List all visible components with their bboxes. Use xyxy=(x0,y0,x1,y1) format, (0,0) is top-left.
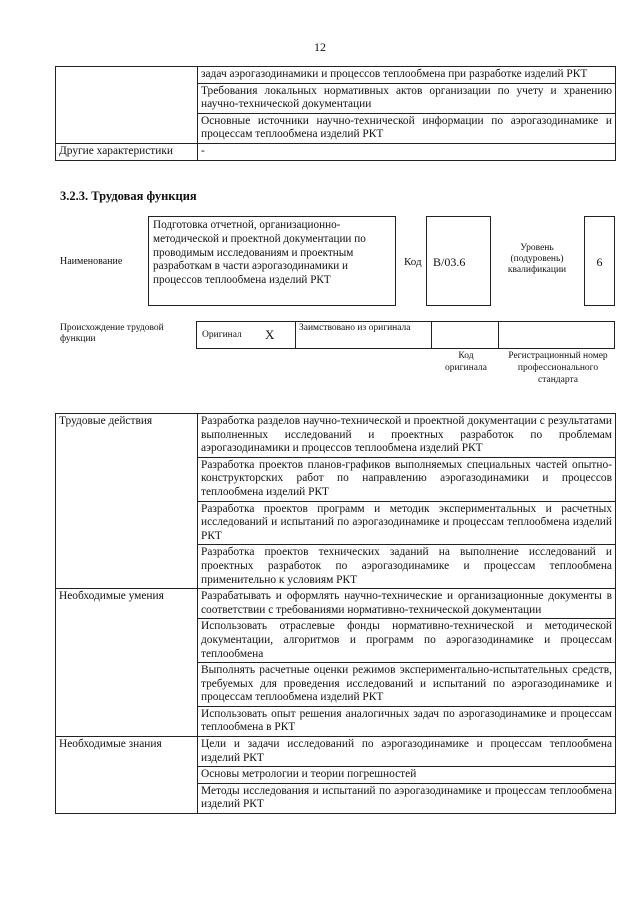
section-title: 3.2.3. Трудовая функция xyxy=(60,189,197,203)
reg-number-caption: Регистрационный номер профессионального стандарта xyxy=(508,351,608,385)
name-value-box xyxy=(148,216,396,306)
knowledge-continuation-table xyxy=(55,66,616,161)
labor-function-table xyxy=(55,413,616,814)
borrowed-label: Заимствовано из оригинала xyxy=(299,323,411,333)
labor-action-item: Разработка проектов планов-графиков выполняемых специальных частей опытно-конструкторских работ по направлению аэрогазодинамики и процессов теплообмена изделий РКТ xyxy=(198,457,616,501)
origin-label: Происхождение трудовой функции xyxy=(60,323,164,344)
knowledge-item: Цели и задачи исследований по аэрогазодинамике и процессам теплообмена изделий РКТ xyxy=(198,737,616,767)
skills-label: Необходимые умения xyxy=(56,589,198,737)
skill-item: Разрабатывать и оформлять научно-технические и организационные документы в соответствии с требованиями нормативно-технической документации xyxy=(198,589,616,619)
knowledge-row: Требования локальных нормативных актов организации по учету и хранению научно-технической документации xyxy=(198,83,616,113)
other-characteristics-label: Другие характеристики xyxy=(56,143,198,160)
labor-actions-label: Трудовые действия xyxy=(56,414,198,589)
skill-item: Выполнять расчетные оценки режимов экспериментально-испытательных средств, требуемых для проведения исследований и испытаний по аэрогазодинамике и процессам теплообмена изделий РКТ xyxy=(198,663,616,707)
name-value: Подготовка отчетной, организационно-методической и проектной документации по проводимым исследованиям и проектным разработкам в части аэрогазодинамики и процессов теплообмена изделий РКТ xyxy=(153,219,366,287)
knowledge-row: задач аэрогазодинамики и процессов теплообмена при разработке изделий РКТ xyxy=(198,67,616,84)
level-value-box xyxy=(584,216,615,306)
empty-label-cell xyxy=(56,67,198,144)
divider xyxy=(295,321,296,349)
divider xyxy=(431,321,432,349)
code-label: Код xyxy=(404,256,422,268)
knowledge-label: Необходимые знания xyxy=(56,737,198,814)
divider xyxy=(498,321,499,349)
labor-action-item: Разработка разделов научно-технической и проектной документации с результатами выполненных исследований и проектных разработок по проблемам аэрогазодинамики и процессов теплообмена изделий РКТ xyxy=(198,414,616,458)
code-value-box xyxy=(426,216,491,306)
origin-code-caption: Код оригинала xyxy=(445,351,487,373)
level-value: 6 xyxy=(596,255,603,269)
skill-item: Использовать отраслевые фонды нормативно-технической и методической документации, алгоритмов и программ по аэрогазодинамике и процессам теплообмена xyxy=(198,619,616,663)
skill-item: Использовать опыт решения аналогичных задач по аэрогазодинамике и процессам теплообмена в РКТ xyxy=(198,706,616,736)
other-characteristics-value: - xyxy=(198,143,616,160)
knowledge-row: Основные источники научно-технической информации по аэрогазодинамике и процессам теплообмена изделий РКТ xyxy=(198,113,616,143)
level-label: Уровень (подуровень) квалификации xyxy=(507,243,567,275)
name-label: Наименование xyxy=(60,256,123,267)
page-number: 12 xyxy=(314,40,326,54)
knowledge-item: Методы исследования и испытаний по аэрогазодинамике и процессам теплообмена изделий РКТ xyxy=(198,783,616,813)
knowledge-item: Основы метрологии и теории погрешностей xyxy=(198,767,616,784)
original-label: Оригинал xyxy=(202,330,242,340)
original-mark: X xyxy=(265,327,275,342)
code-value: B/03.6 xyxy=(433,255,466,269)
labor-action-item: Разработка проектов технических заданий на выполнение исследований и проектных разработок по аэрогазодинамике и процессам теплообмена применительно к условиям РКТ xyxy=(198,545,616,589)
labor-action-item: Разработка проектов программ и методик экспериментальных и расчетных исследований и испытаний по аэрогазодинамике и процессам теплообмена изделий РКТ xyxy=(198,501,616,545)
